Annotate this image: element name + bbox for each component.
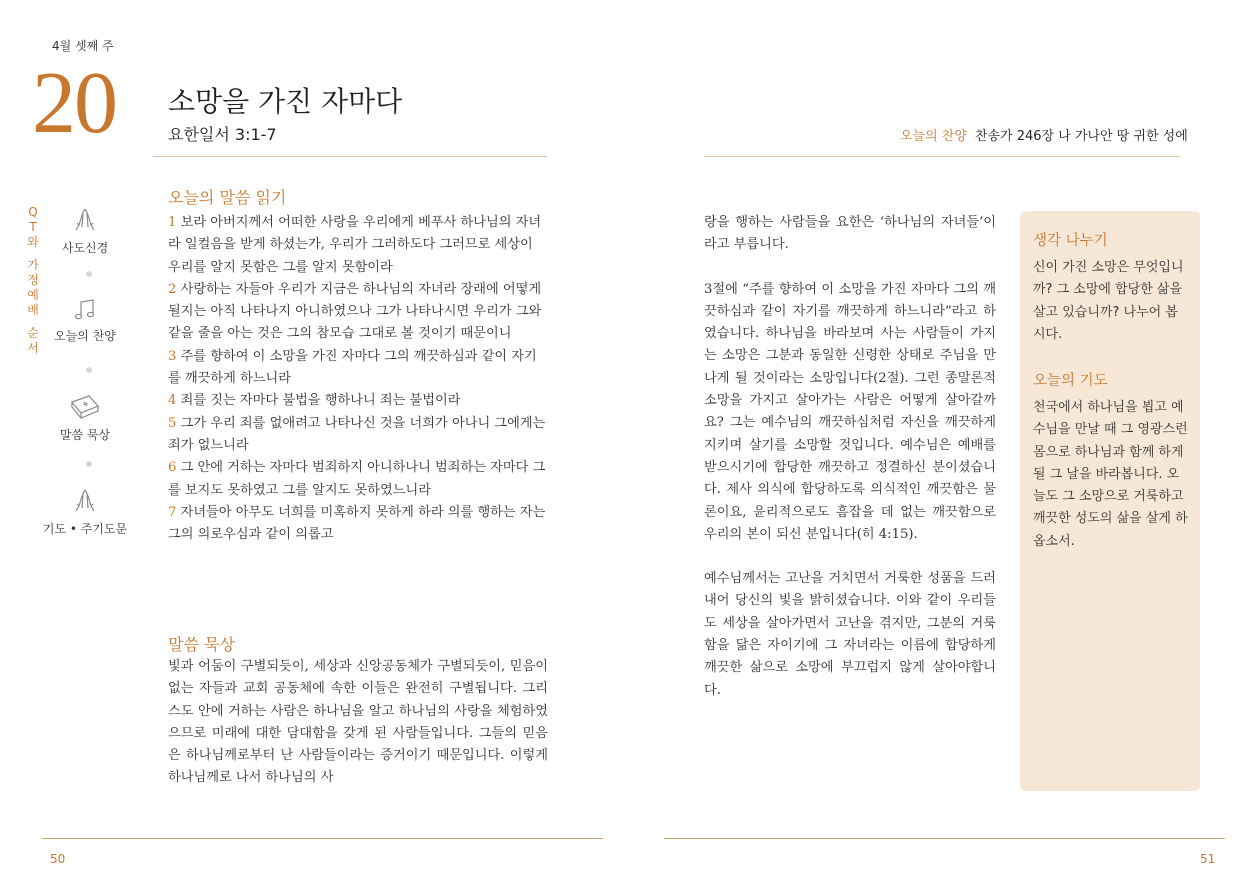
paragraph: 3절에 “주를 향하여 이 소망을 가진 자마다 그의 깨끗하심과 같이 자기를 깨끗하게 하느니라”라고 하였습니다. 하나님을 바라보며 사는 사람들이 가지는 소망은 그분과 동일한 신령한 상태로 주님을 만나게 될 것이라는 소망입니다(2절). 그런 종말론적 소망을 가지고 살아가는 사람은 어떻게 살아갈까요? 그는 예수님의 깨끗하심처럼 자신을 깨끗하게 지키며 살기를 소망할 것입니다. 예수님은 예배를 받으시기에 합당한 깨끗하고 정결하신 분이셨습니다. 제사 의식에 합당하도록 의식적인 깨끗함은 물론이요, 윤리적으로도 흠잡을 데 없는 깨끗함으로 우리의 본이 되신 분입니다(히 4:15). [704, 281, 996, 542]
meditation-heading: 말씀 묵상 [168, 635, 235, 654]
footer-rule-right [664, 838, 1225, 839]
sidebar-item-meditation [30, 392, 140, 443]
music-note-icon [72, 297, 98, 323]
prayer-text: 천국에서 하나님을 뵙고 예수님을 만날 때 그 영광스런 몸으로 하나님과 함께 하게 될 그 날을 바라봅니다. 오늘도 그 소망으로 거룩하고 깨끗한 성도의 삶을 살게 하옵소서. [1033, 400, 1188, 549]
week-label: 4월 셋째 주 [52, 39, 114, 53]
page-title: 소망을 가진 자마다 [168, 85, 403, 118]
paragraph: 예수님께서는 고난을 거치면서 거룩한 성품을 드러내어 당신의 빛을 밝히셨습니다. 이와 같이 우리들도 세상을 살아가면서 고난을 겪지만, 그분의 거룩함을 닮은 자이기에 그 자녀라는 이름에 합당하게 깨끗한 삶으로 소망에 부끄럽지 않게 살아야합니다. [704, 571, 996, 698]
bible-book-icon [69, 392, 101, 422]
hymn-divider [704, 156, 1180, 157]
verse: 4 죄를 짓는 자마다 불법을 행하나니 죄는 불법이라 [168, 393, 461, 409]
page-number-left: 50 [50, 852, 66, 866]
praying-hands-icon [70, 205, 100, 235]
scripture-reading [168, 212, 548, 546]
meditation-text: 빛과 어둠이 구별되듯이, 세상과 신앙공동체가 구별되듯이, 믿음이 없는 자들과 교회 공동체에 속한 이들은 완전히 구별됩니다. 그리스도 안에 거하는 사람은 하나님을 알고 하나님의 사랑을 체험하였으므로 미래에 대한 담대함을 갖게 된 사람들입니다. 그들의 믿음은 하나님께로부터 난 사람들이라는 증거이기 때문입니다. 이렇게 하나님께로 나서 하나님의 사 [168, 659, 548, 786]
day-number: 20 [32, 55, 116, 152]
separator-dot [86, 461, 92, 467]
verse: 1 보라 아버지께서 어떠한 사랑을 우리에게 베푸사 하나님의 자녀라 일컬음을 받게 하셨는가, 우리가 그러하도다 그러므로 세상이 우리를 알지 못함은 그를 알지 못함이라 [168, 215, 542, 275]
sidebar-item-label: 기도 • 주기도문 [42, 522, 128, 536]
prayer-heading: 오늘의 기도 [1033, 373, 1108, 389]
sidebar-item-label: 사도신경 [61, 241, 109, 255]
discussion-box [1020, 211, 1200, 791]
share-text: 신이 가진 소망은 무엇입니까? 그 소망에 합당한 삶을 살고 있습니까? 나누어 봅시다. [1033, 260, 1184, 342]
verse: 3 주를 향하여 이 소망을 가진 자마다 그의 깨끗하심과 같이 자기를 깨끗하게 하느니라 [168, 348, 537, 387]
hymn-label: 오늘의 찬양 [900, 129, 967, 144]
vertical-title: Q T 와 가 정 예 배 순 서 [27, 205, 39, 355]
verse: 6 그 안에 거하는 자마다 범죄하지 아니하나니 범죄하는 자마다 그를 보지도 못하였고 그를 알지도 못하였느니라 [168, 460, 546, 498]
page-number-right: 51 [1200, 852, 1216, 866]
separator-dot [86, 367, 92, 373]
paragraph: 랑을 행하는 사람들을 요한은 ‘하나님의 자녀들’이라고 부릅니다. [704, 215, 996, 253]
verse: 7 자녀들아 아무도 너희를 미혹하지 못하게 하라 의를 행하는 자는 그의 의로우심과 같이 의롭고 [168, 504, 546, 543]
footer-rule-left [42, 838, 603, 839]
hymn-line [900, 125, 1188, 144]
sidebar-item-label: 오늘의 찬양 [54, 329, 116, 343]
sidebar-item-hymn [30, 297, 140, 344]
verse: 5 그가 우리 죄를 없애려고 나타나신 것을 너희가 아나니 그에게는 죄가 없느니라 [168, 415, 546, 453]
verse: 2 사랑하는 자들아 우리가 지금은 하나님의 자녀라 장래에 어떻게 될지는 아직 나타나지 아니하였으나 그가 나타나시면 우리가 그와 같을 줄을 아는 것은 그의 참모습 그대로 볼 것이기 때문이니 [168, 281, 542, 342]
meditation-continued [704, 212, 996, 702]
separator-dot [86, 271, 92, 277]
hymn-text: 찬송가 246장 나 가나안 땅 귀한 성에 [974, 129, 1188, 144]
praying-hands-icon [70, 486, 100, 516]
title-divider [153, 156, 547, 157]
reading-heading: 오늘의 말씀 읽기 [168, 188, 287, 207]
share-heading: 생각 나누기 [1033, 233, 1108, 249]
sidebar-item-creed [30, 205, 140, 256]
scripture-reference: 요한일서 3:1-7 [168, 125, 277, 144]
sidebar-item-prayer [30, 486, 140, 537]
sidebar-item-label: 말씀 묵상 [59, 428, 111, 442]
